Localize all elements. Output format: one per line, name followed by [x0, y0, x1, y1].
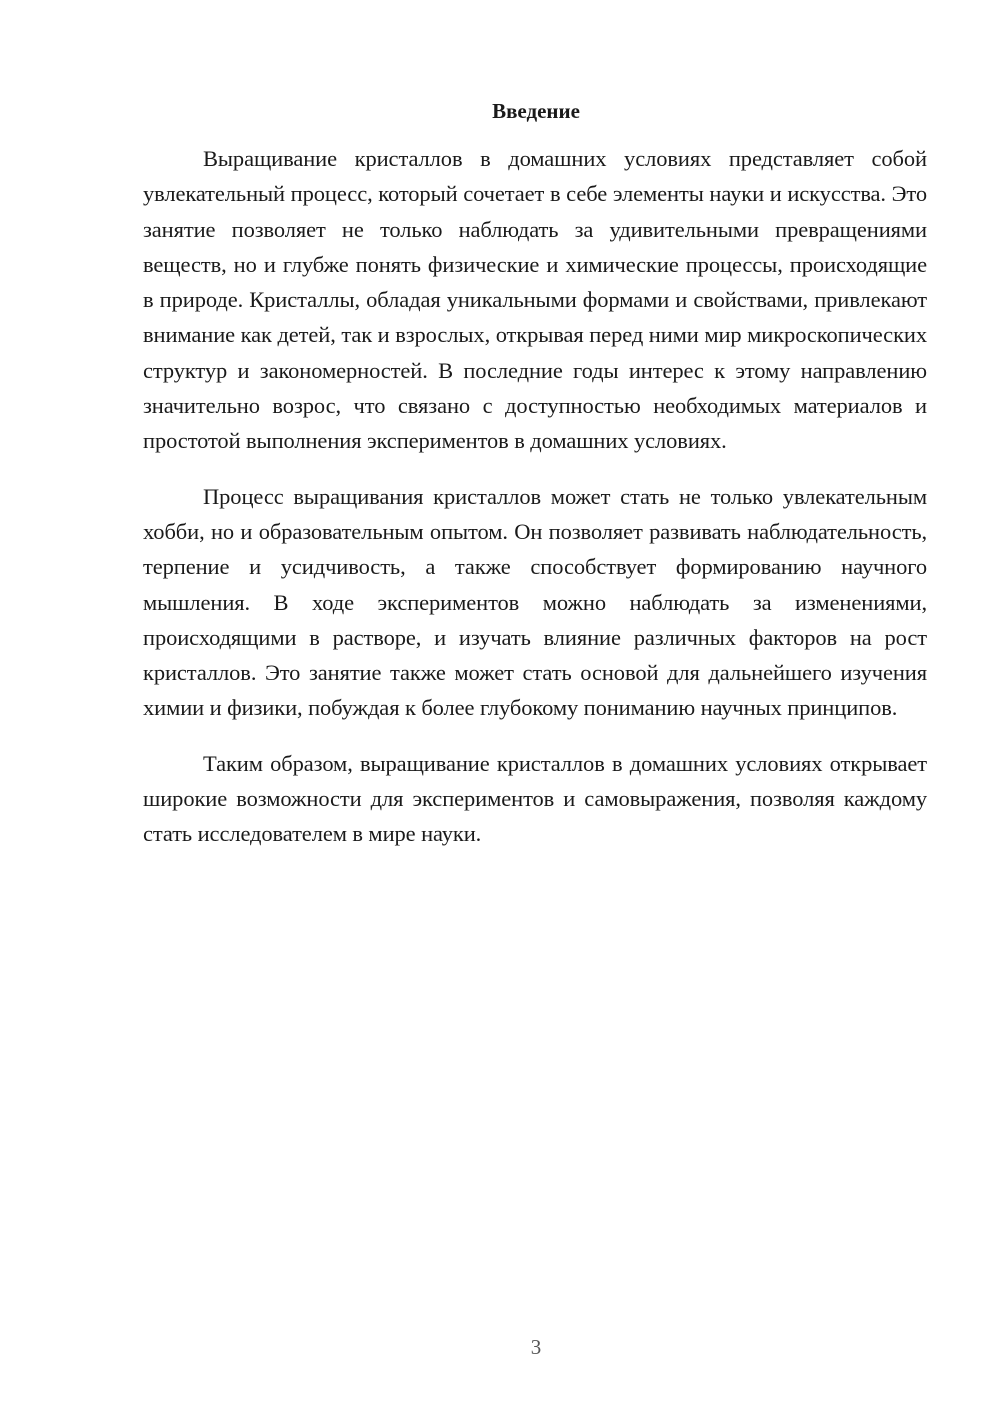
- paragraph-3: Таким образом, выращивание кристаллов в домашних условиях открывает широкие возможности для экспериментов и самовыражения, позволяя каждому стать исследователем в мире науки.: [143, 750, 927, 847]
- body-text: [143, 141, 927, 872]
- section-heading: Введение: [492, 99, 580, 123]
- page-number: 3: [530, 1335, 542, 1359]
- paragraph-2: Процесс выращивания кристаллов может стать не только увлекательным хобби, но и образовательным опытом. Он позволяет развивать наблюдательность, терпение и усидчивость, а также способствует формированию научного мышления. В ходе экспериментов можно наблюдать за изменениями, происходящими в растворе, и изучать влияние различных факторов на рост кристаллов. Это занятие также может стать основой для дальнейшего изучения химии и физики, побуждая к более глубокому пониманию научных принципов.: [143, 483, 927, 721]
- paragraph-1: Выращивание кристаллов в домашних условиях представляет собой увлекательный процесс, который сочетает в себе элементы науки и искусства. Это занятие позволяет не только наблюдать за удивительными превращениями веществ, но и глубже понять физические и химические процессы, происходящие в природе. Кристаллы, обладая уникальными формами и свойствами, привлекают внимание как детей, так и взрослых, открывая перед ними мир микроскопических структур и закономерностей. В последние годы интерес к этому направлению значительно возрос, что связано с доступностью необходимых материалов и простотой выполнения экспериментов в домашних условиях.: [143, 146, 927, 454]
